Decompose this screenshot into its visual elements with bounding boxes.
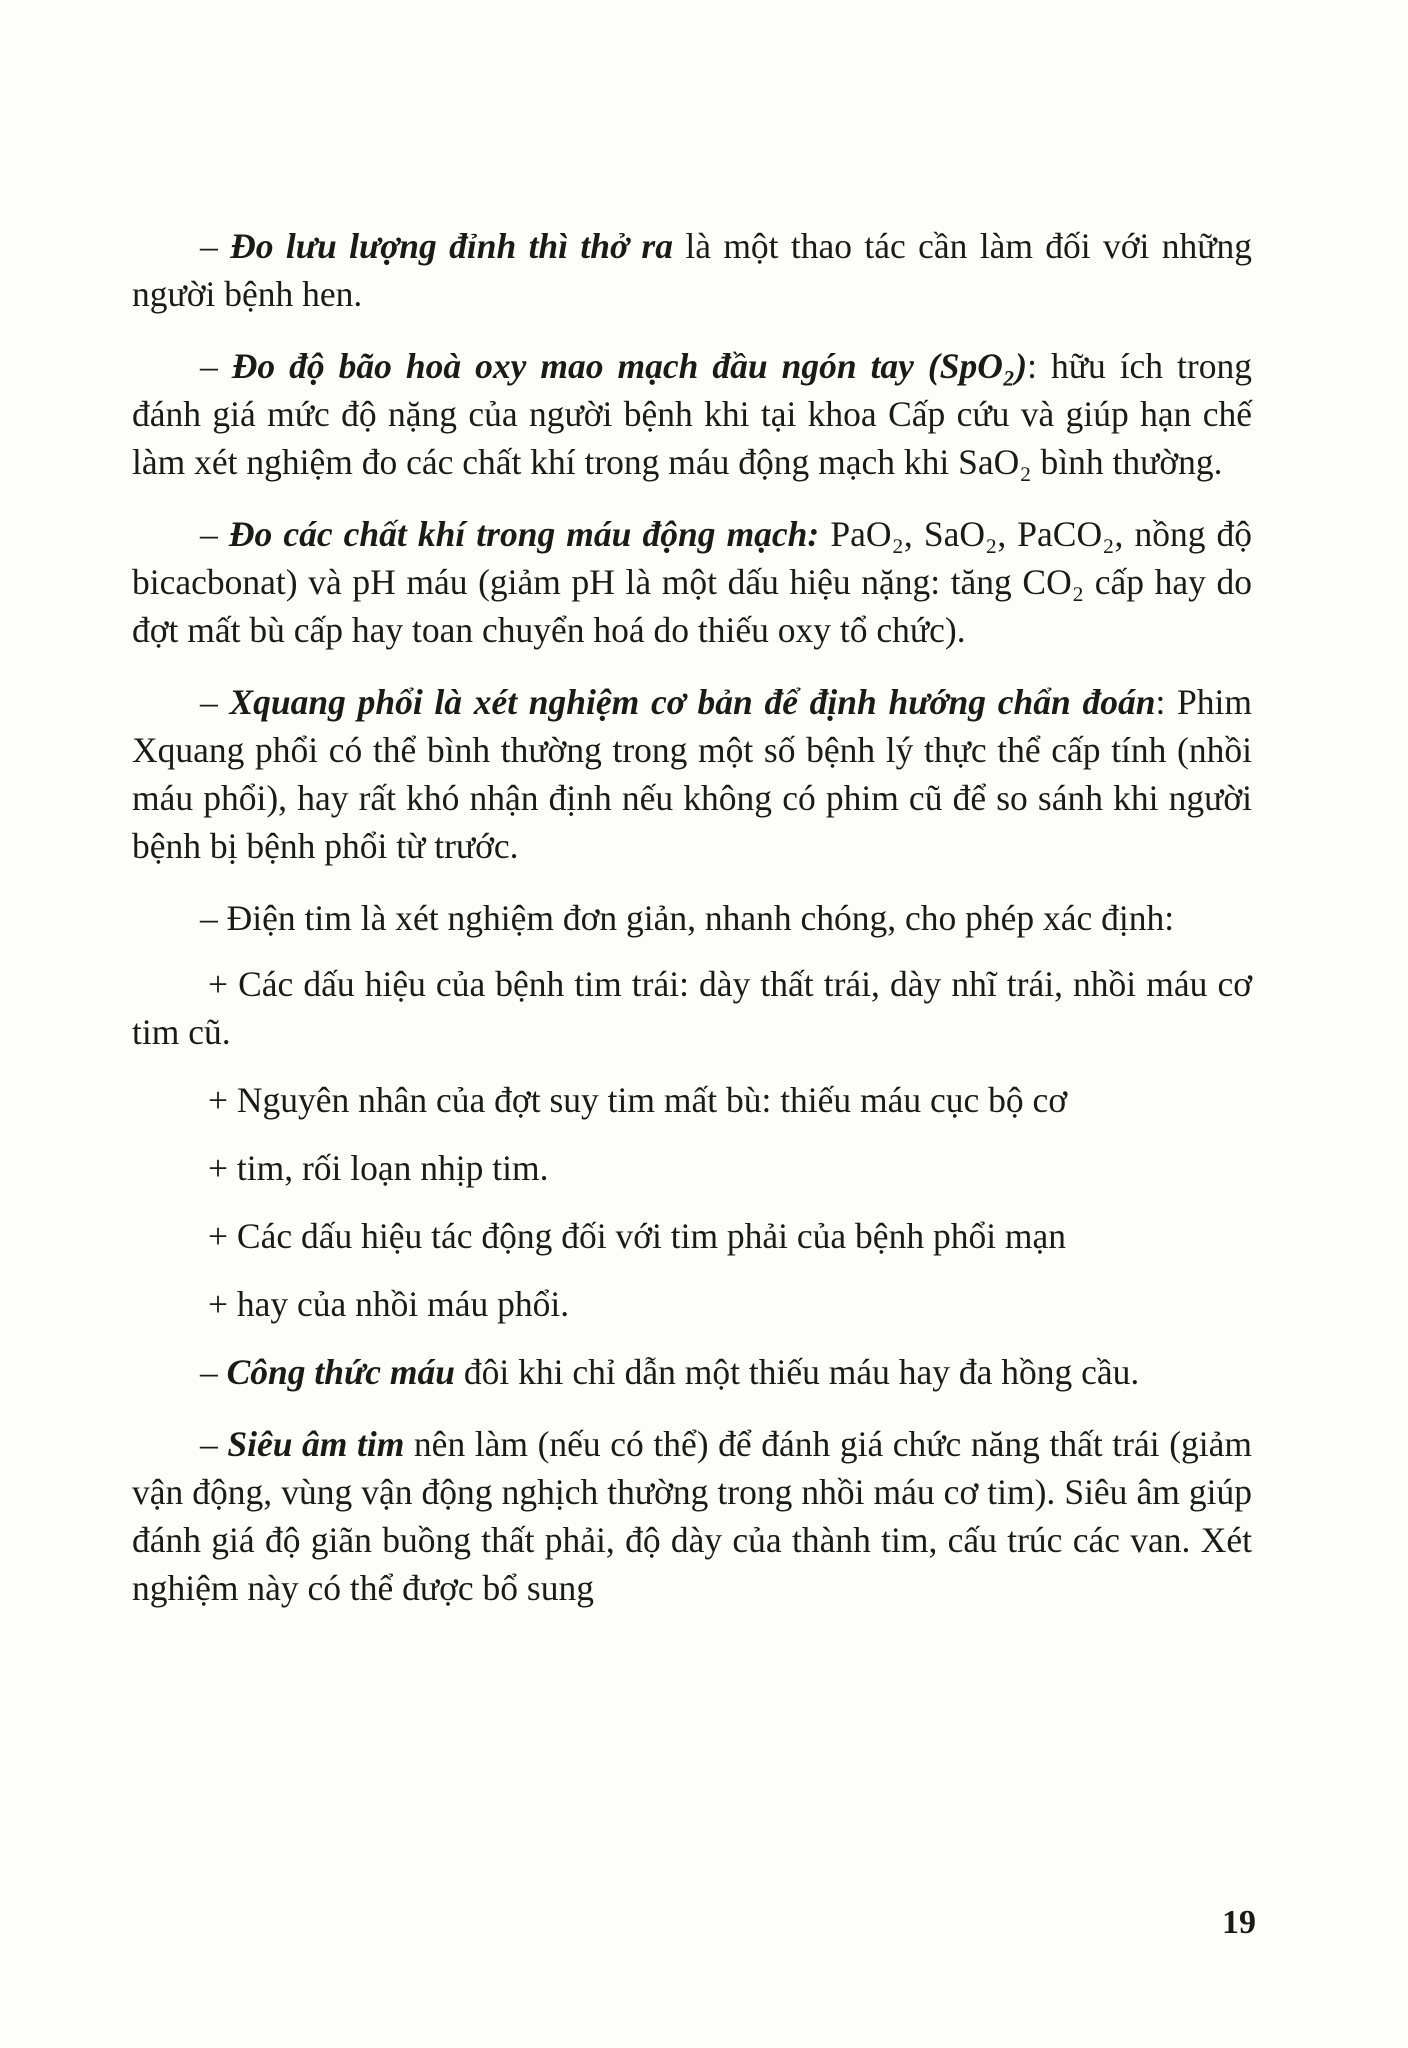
list-item-decompensation-cause: + Nguyên nhân của đợt suy tim mất bù: thiếu máu cục bộ cơ [208, 1080, 1068, 1120]
list-item-right-heart-signs: + Các dấu hiệu tác động đối với tim phải của bệnh phổi mạn [208, 1216, 1067, 1256]
dash: – [200, 346, 232, 386]
page-number: 19 [1222, 1904, 1256, 1941]
dash: – [200, 1424, 228, 1464]
paragraph-echocardiography [132, 1420, 1252, 1612]
list-item-arrhythmia: + tim, rối loạn nhịp tim. [208, 1148, 549, 1188]
list-item-pulmonary-embolism: + hay của nhồi máu phổi. [208, 1284, 570, 1324]
paragraph-text: : Phim Xquang phổi có thể bình thường trong một số bệnh lý thực thể cấp tính (nhồi máu phổi), hay rất khó nhận định nếu không có phim cũ để so sánh khi người bệnh bị bệnh phổi từ trước. [132, 682, 1252, 866]
paragraph-peak-flow [132, 222, 1252, 318]
paragraph-ecg: – Điện tim là xét nghiệm đơn giản, nhanh chóng, cho phép xác định: [200, 898, 1175, 938]
dash: – [200, 1352, 227, 1392]
paragraph-blood-count [132, 1348, 1252, 1396]
dash: – [200, 514, 229, 554]
paragraph-text: nên làm (nếu có thể) để đánh giá chức năng thất trái (giảm vận động, vùng vận động nghịch thường trong nhồi máu cơ tim). Siêu âm giúp đánh giá độ giãn buồng thất phải, độ dày của thành tim, cấu trúc các van. Xét nghiệm này có thể được bổ sung [132, 1424, 1252, 1608]
term-spo2: Đo độ bão hoà oxy mao mạch đầu ngón tay (SpO₂) [231, 346, 1028, 386]
body-text [132, 222, 1252, 1636]
paragraph-xray [132, 678, 1252, 870]
paragraph-text: đôi khi chỉ dẫn một thiếu máu hay đa hồng cầu. [455, 1352, 1140, 1392]
paragraph-text: PaO₂, SaO₂, PaCO₂, nồng độ bicacbonat) và pH máu (giảm pH là một dấu hiệu nặng: tăng CO₂ cấp hay do đợt mất bù cấp hay toan chuyển hoá do thiếu oxy tổ chức). [132, 514, 1253, 650]
paragraph-spo2 [132, 342, 1252, 486]
term-xray: Xquang phổi là xét nghiệm cơ bản để định hướng chẩn đoán [229, 682, 1156, 722]
term-blood-gas: Đo các chất khí trong máu động mạch: [228, 514, 820, 554]
list-item-left-heart-signs: + Các dấu hiệu của bệnh tim trái: dày thất trái, dày nhĩ trái, nhồi máu cơ tim cũ. [132, 964, 1252, 1052]
paragraph-text: : hữu ích trong đánh giá mức độ nặng của người bệnh khi tại khoa Cấp cứu và giúp hạn chế làm xét nghiệm đo các chất khí trong máu động mạch khi SaO₂ bình thường. [132, 346, 1252, 482]
dash: – [200, 226, 231, 266]
paragraph-text: là một thao tác cần làm đối với những người bệnh hen. [132, 226, 1253, 314]
term-echocardiography: Siêu âm tim [227, 1424, 405, 1464]
term-peak-flow: Đo lưu lượng đỉnh thì thở ra [230, 226, 673, 266]
dash: – [200, 682, 230, 722]
term-blood-count: Công thức máu [226, 1352, 456, 1392]
paragraph-blood-gas [132, 510, 1252, 654]
